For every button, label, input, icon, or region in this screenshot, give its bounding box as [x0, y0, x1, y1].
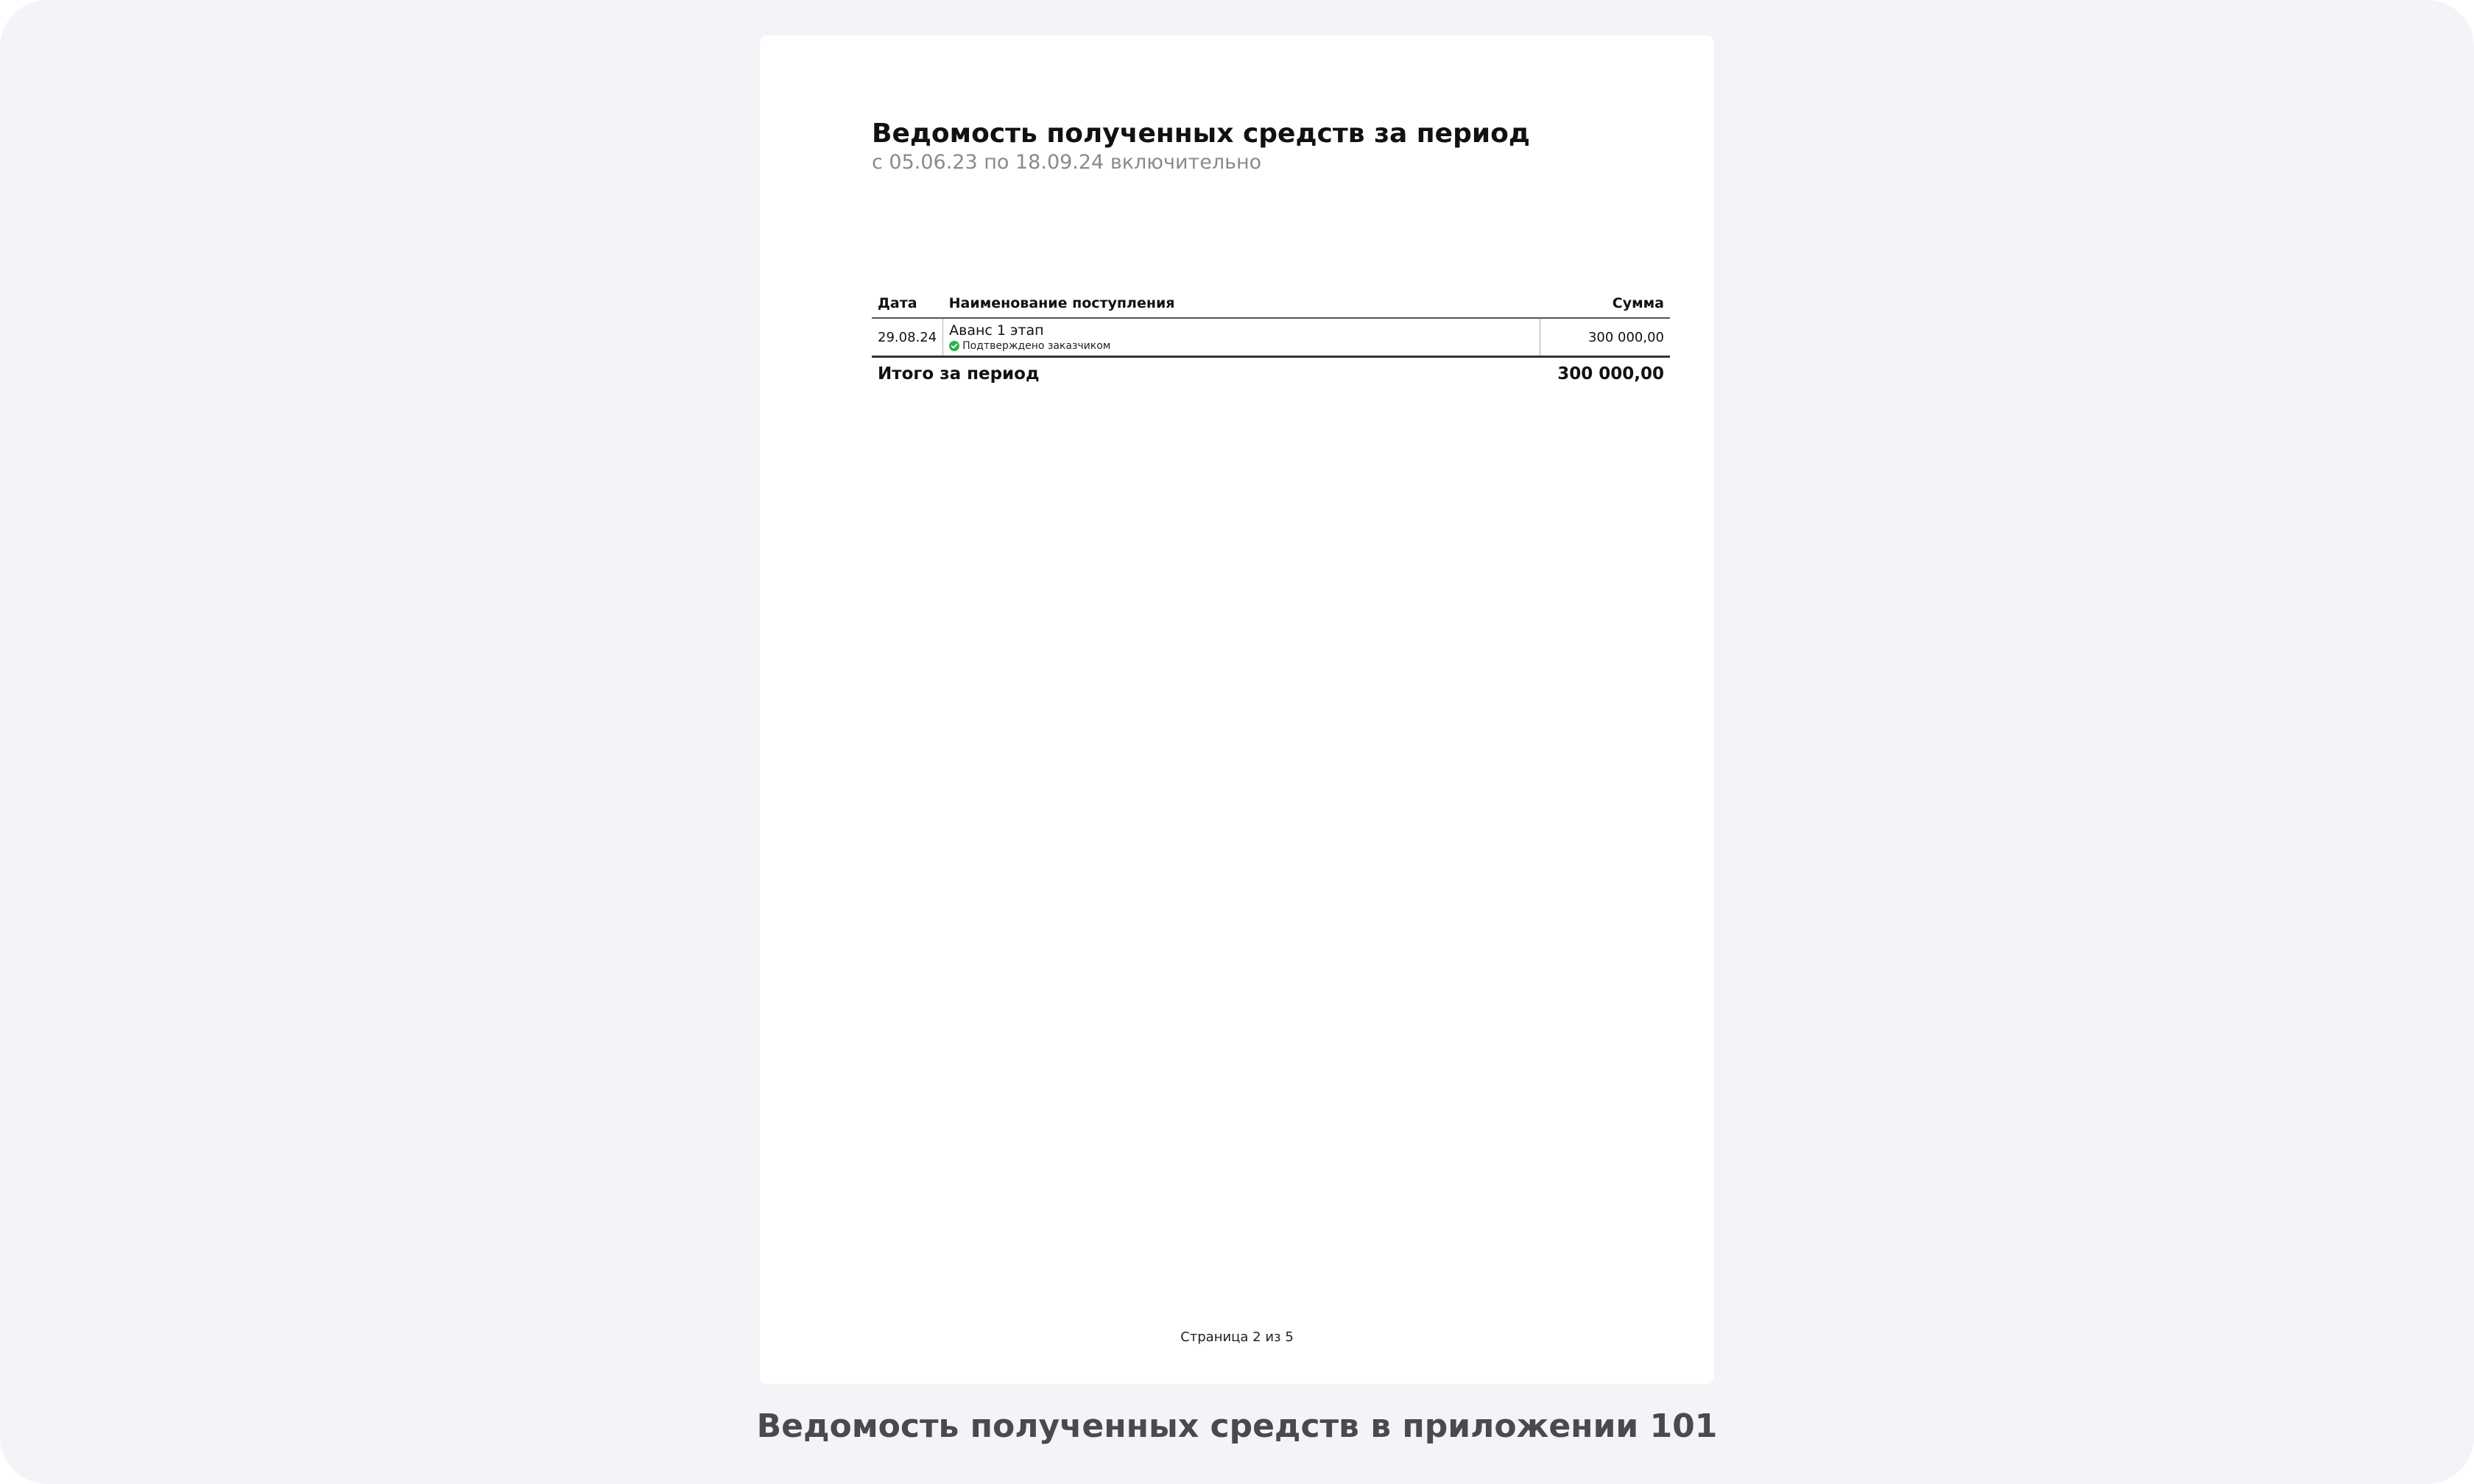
row-status-label: Подтверждено заказчиком — [962, 339, 1111, 352]
document-period: с 05.06.23 по 18.09.24 включительно — [872, 151, 1262, 174]
column-header-sum: Сумма — [1540, 289, 1671, 318]
total-value: 300 000,00 — [1557, 364, 1664, 384]
table-header-row — [872, 289, 1670, 318]
row-sum: 300 000,00 — [1540, 318, 1671, 357]
row-name-cell — [943, 318, 1540, 357]
row-status — [949, 339, 1534, 353]
total-label: Итого за период — [878, 364, 1040, 384]
row-name: Аванс 1 этап — [949, 322, 1044, 339]
document-header — [872, 118, 1608, 175]
table-row — [872, 318, 1670, 357]
column-header-date: Дата — [872, 289, 943, 318]
document-page — [760, 35, 1714, 1384]
page-number: Страница 2 из 5 — [1180, 1329, 1294, 1345]
document-title: Ведомость полученных средств за период — [872, 119, 1530, 149]
total-row — [872, 357, 1670, 391]
slide-caption: Ведомость полученных средств в приложении 101 — [756, 1407, 1718, 1445]
column-header-name: Наименование поступления — [943, 289, 1540, 318]
receipts-table — [872, 289, 1670, 390]
row-date: 29.08.24 — [872, 318, 943, 357]
check-circle-icon — [949, 341, 959, 351]
